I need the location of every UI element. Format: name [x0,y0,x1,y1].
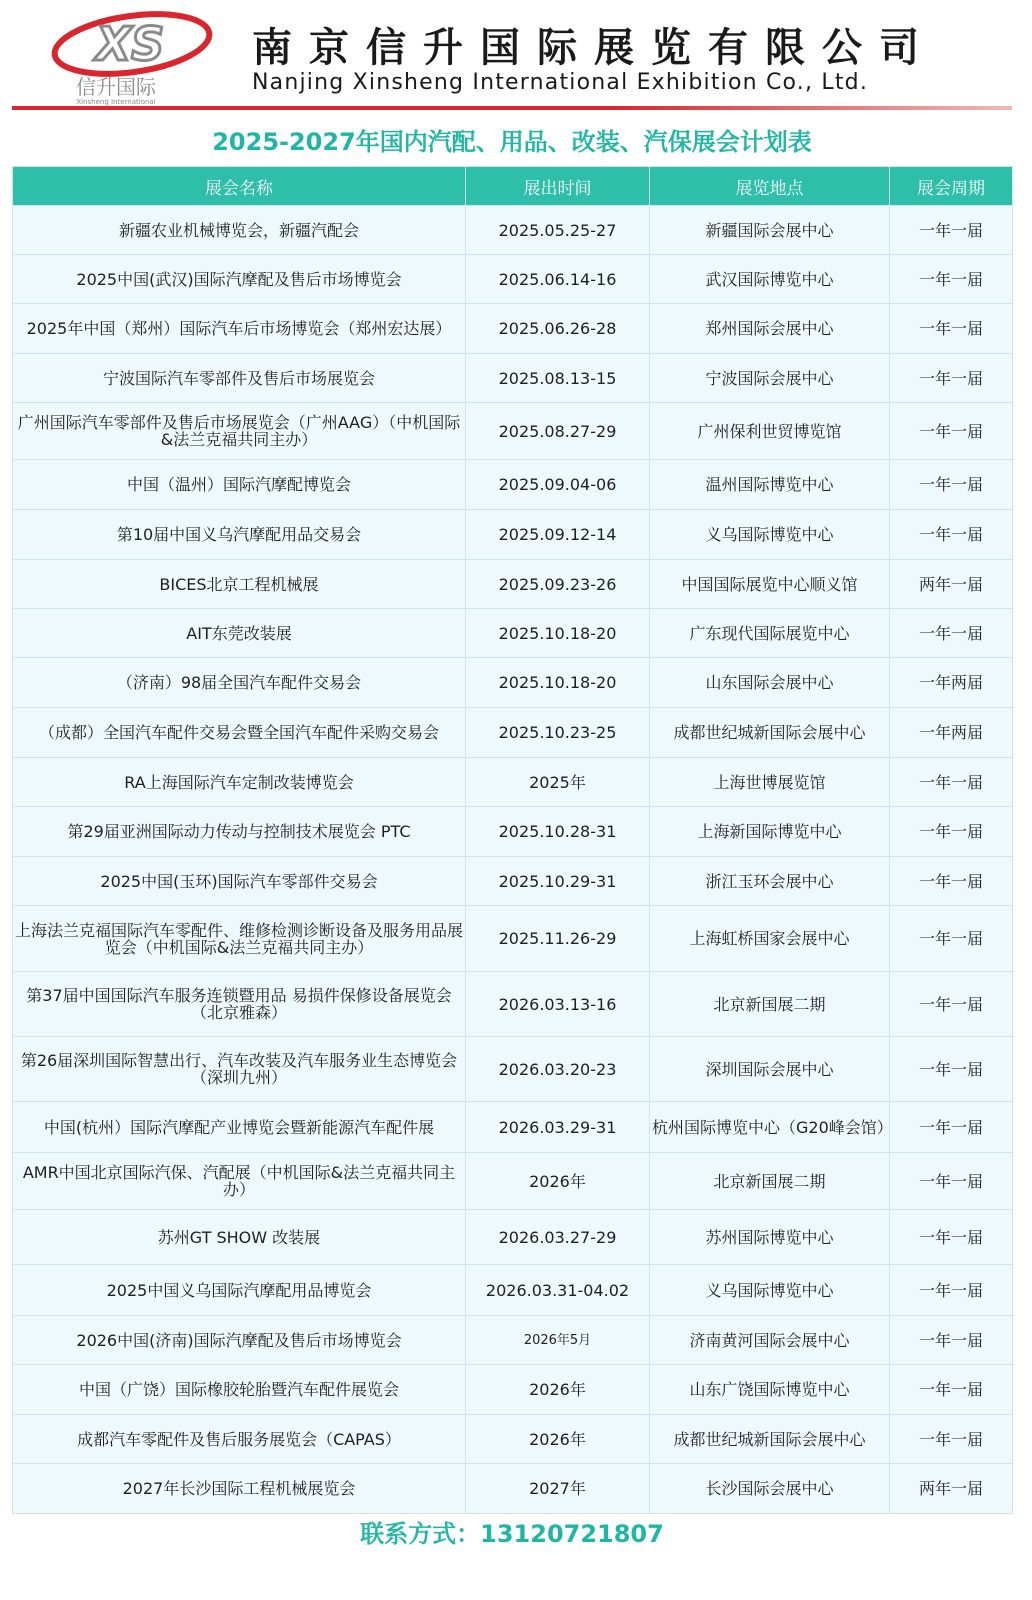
exhibition-time-cell: 2025.10.29-31 [466,857,650,906]
table-row [13,1464,1013,1514]
exhibition-time-cell: 2025.06.14-16 [466,255,650,304]
table-row [13,304,1013,354]
exhibition-cycle-cell: 一年两届 [890,658,1013,708]
exhibition-time-cell: 2026年5月 [466,1316,650,1365]
exhibition-cycle-cell: 两年一届 [890,1464,1013,1514]
exhibition-cycle-cell: 一年一届 [890,1210,1013,1265]
exhibition-time-cell: 2025.10.23-25 [466,708,650,758]
company-logo [50,6,220,106]
exhibition-time-cell: 2026年 [466,1365,650,1415]
exhibition-venue-cell: 山东国际会展中心 [650,658,890,708]
table-row [13,658,1013,708]
exhibition-name-cell: 宁波国际汽车零部件及售后市场展览会 [13,354,466,403]
exhibition-time-cell: 2025年 [466,758,650,807]
company-name-cn: 南京信升国际展览有限公司 [252,24,936,71]
table-row [13,972,1013,1037]
exhibition-cycle-cell: 两年一届 [890,560,1013,609]
exhibition-venue-cell: 广州保利世贸博览馆 [650,403,890,460]
table-row [13,906,1013,972]
exhibition-name-cell: 中国（温州）国际汽摩配博览会 [13,460,466,510]
table-row [13,510,1013,560]
exhibition-time-cell: 2026.03.20-23 [466,1037,650,1102]
exhibition-name-cell: 新疆农业机械博览会，新疆汽配会 [13,206,466,255]
table-row [13,206,1013,255]
table-row [13,857,1013,906]
exhibition-cycle-cell: 一年一届 [890,304,1013,354]
exhibition-cycle-cell: 一年一届 [890,609,1013,658]
table-row [13,807,1013,857]
exhibition-cycle-cell: 一年两届 [890,708,1013,758]
exhibition-cycle-cell: 一年一届 [890,807,1013,857]
exhibition-name-cell: 第37届中国国际汽车服务连锁暨用品 易损件保修设备展览会（北京雅森） [13,972,466,1037]
contact-label: 联系方式： [360,1520,481,1548]
exhibition-name-cell: RA上海国际汽车定制改装博览会 [13,758,466,807]
exhibition-cycle-cell: 一年一届 [890,906,1013,972]
page-title: 2025-2027年国内汽配、用品、改装、汽保展会计划表 [212,128,812,156]
exhibition-name-cell: AIT东莞改装展 [13,609,466,658]
exhibition-name-cell: 苏州GT SHOW 改装展 [13,1210,466,1265]
exhibition-venue-cell: 杭州国际博览中心（G20峰会馆） [650,1102,890,1153]
exhibition-time-cell: 2025.10.28-31 [466,807,650,857]
svg-text:XS: XS [95,17,165,71]
table-row [13,1037,1013,1102]
exhibition-venue-cell: 北京新国展二期 [650,972,890,1037]
table-row [13,1265,1013,1316]
exhibition-venue-cell: 宁波国际会展中心 [650,354,890,403]
exhibition-name-cell: 成都汽车零配件及售后服务展览会（CAPAS） [13,1415,466,1464]
table-row [13,1415,1013,1464]
exhibition-time-cell: 2025.10.18-20 [466,658,650,708]
column-header-cycle: 展会周期 [890,167,1013,206]
exhibition-time-cell: 2026年 [466,1153,650,1210]
exhibition-venue-cell: 中国国际展览中心顺义馆 [650,560,890,609]
exhibition-name-cell: 2027年长沙国际工程机械展览会 [13,1464,466,1514]
exhibition-cycle-cell: 一年一届 [890,1102,1013,1153]
exhibition-name-cell: （济南）98届全国汽车配件交易会 [13,658,466,708]
exhibition-name-cell: 2025年中国（郑州）国际汽车后市场博览会（郑州宏达展） [13,304,466,354]
exhibition-time-cell: 2026.03.29-31 [466,1102,650,1153]
exhibition-time-cell: 2025.08.27-29 [466,403,650,460]
exhibition-name-cell: 上海法兰克福国际汽车零配件、维修检测诊断设备及服务用品展览会（中机国际&法兰克福共同主办） [13,906,466,972]
exhibition-cycle-cell: 一年一届 [890,857,1013,906]
exhibition-cycle-cell: 一年一届 [890,758,1013,807]
exhibition-time-cell: 2027年 [466,1464,650,1514]
exhibition-cycle-cell: 一年一届 [890,1365,1013,1415]
page-header [0,0,1032,118]
column-header-name: 展会名称 [13,167,466,206]
exhibition-venue-cell: 成都世纪城新国际会展中心 [650,708,890,758]
exhibition-name-cell: BICES北京工程机械展 [13,560,466,609]
exhibition-name-cell: 中国(杭州）国际汽摩配产业博览会暨新能源汽车配件展 [13,1102,466,1153]
exhibition-cycle-cell: 一年一届 [890,1037,1013,1102]
table-row [13,609,1013,658]
exhibition-venue-cell: 浙江玉环会展中心 [650,857,890,906]
exhibition-time-cell: 2025.11.26-29 [466,906,650,972]
exhibition-venue-cell: 苏州国际博览中心 [650,1210,890,1265]
exhibition-cycle-cell: 一年一届 [890,354,1013,403]
exhibition-cycle-cell: 一年一届 [890,1316,1013,1365]
exhibition-venue-cell: 长沙国际会展中心 [650,1464,890,1514]
table-row [13,708,1013,758]
exhibition-name-cell: 2026中国(济南)国际汽摩配及售后市场博览会 [13,1316,466,1365]
contact-footer [12,1512,1012,1556]
exhibition-cycle-cell: 一年一届 [890,460,1013,510]
exhibition-venue-cell: 上海虹桥国家会展中心 [650,906,890,972]
exhibition-cycle-cell: 一年一届 [890,1265,1013,1316]
exhibition-name-cell: 第26届深圳国际智慧出行、汽车改装及汽车服务业生态博览会（深圳九州） [13,1037,466,1102]
exhibition-venue-cell: 成都世纪城新国际会展中心 [650,1415,890,1464]
table-header-row [13,167,1013,206]
exhibition-time-cell: 2025.09.12-14 [466,510,650,560]
exhibition-cycle-cell: 一年一届 [890,255,1013,304]
exhibition-cycle-cell: 一年一届 [890,1415,1013,1464]
exhibition-cycle-cell: 一年一届 [890,972,1013,1037]
exhibition-time-cell: 2025.09.04-06 [466,460,650,510]
exhibition-time-cell: 2025.06.26-28 [466,304,650,354]
exhibition-table [12,166,1012,1514]
exhibition-venue-cell: 上海世博展览馆 [650,758,890,807]
column-header-venue: 展览地点 [650,167,890,206]
exhibition-venue-cell: 广东现代国际展览中心 [650,609,890,658]
exhibition-venue-cell: 深圳国际会展中心 [650,1037,890,1102]
column-header-time: 展出时间 [466,167,650,206]
table-row [13,1365,1013,1415]
exhibition-name-cell: 第29届亚洲国际动力传动与控制技术展览会 PTC [13,807,466,857]
table-row [13,255,1013,304]
exhibition-venue-cell: 义乌国际博览中心 [650,510,890,560]
exhibition-time-cell: 2025.10.18-20 [466,609,650,658]
exhibition-name-cell: 中国（广饶）国际橡胶轮胎暨汽车配件展览会 [13,1365,466,1415]
exhibition-cycle-cell: 一年一届 [890,206,1013,255]
exhibition-venue-cell: 新疆国际会展中心 [650,206,890,255]
exhibition-name-cell: AMR中国北京国际汽保、汽配展（中机国际&法兰克福共同主办） [13,1153,466,1210]
contact-phone: 13120721807 [480,1520,664,1548]
svg-text:Xinsheng International: Xinsheng International [76,98,156,106]
exhibition-venue-cell: 义乌国际博览中心 [650,1265,890,1316]
exhibition-venue-cell: 济南黄河国际会展中心 [650,1316,890,1365]
header-divider [12,106,1012,110]
exhibition-time-cell: 2026年 [466,1415,650,1464]
table-row [13,1153,1013,1210]
exhibition-time-cell: 2025.05.25-27 [466,206,650,255]
exhibition-name-cell: 第10届中国义乌汽摩配用品交易会 [13,510,466,560]
table-row [13,1210,1013,1265]
table-row [13,560,1013,609]
exhibition-time-cell: 2026.03.31-04.02 [466,1265,650,1316]
exhibition-venue-cell: 上海新国际博览中心 [650,807,890,857]
exhibition-cycle-cell: 一年一届 [890,403,1013,460]
exhibition-name-cell: 2025中国(玉环)国际汽车零部件交易会 [13,857,466,906]
exhibition-venue-cell: 温州国际博览中心 [650,460,890,510]
exhibition-venue-cell: 北京新国展二期 [650,1153,890,1210]
table-row [13,460,1013,510]
svg-text:信升国际: 信升国际 [76,75,156,99]
table-row [13,354,1013,403]
table-row [13,403,1013,460]
company-name-en: Nanjing Xinsheng International Exhibition Co., Ltd. [252,70,869,95]
exhibition-time-cell: 2026.03.13-16 [466,972,650,1037]
exhibition-cycle-cell: 一年一届 [890,510,1013,560]
exhibition-venue-cell: 郑州国际会展中心 [650,304,890,354]
exhibition-name-cell: （成都）全国汽车配件交易会暨全国汽车配件采购交易会 [13,708,466,758]
exhibition-cycle-cell: 一年一届 [890,1153,1013,1210]
table-row [13,1316,1013,1365]
exhibition-name-cell: 广州国际汽车零部件及售后市场展览会（广州AAG）（中机国际&法兰克福共同主办） [13,403,466,460]
exhibition-time-cell: 2026.03.27-29 [466,1210,650,1265]
exhibition-venue-cell: 武汉国际博览中心 [650,255,890,304]
exhibition-time-cell: 2025.09.23-26 [466,560,650,609]
exhibition-time-cell: 2025.08.13-15 [466,354,650,403]
table-row [13,758,1013,807]
exhibition-name-cell: 2025中国(武汉)国际汽摩配及售后市场博览会 [13,255,466,304]
exhibition-venue-cell: 山东广饶国际博览中心 [650,1365,890,1415]
table-row [13,1102,1013,1153]
exhibition-name-cell: 2025中国义乌国际汽摩配用品博览会 [13,1265,466,1316]
